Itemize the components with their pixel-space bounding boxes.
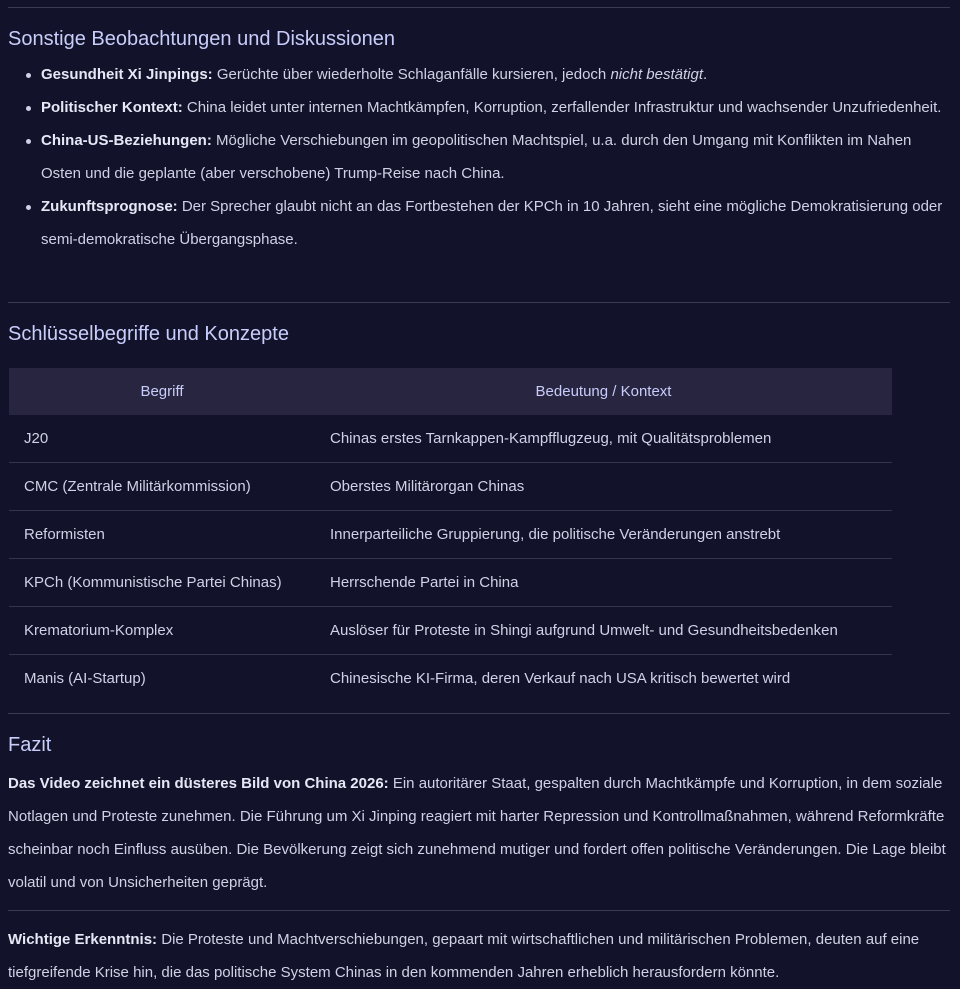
meaning-cell: Innerparteiliche Gruppierung, die politische Veränderungen anstrebt — [315, 511, 892, 559]
column-header-term: Begriff — [9, 368, 315, 415]
meaning-cell: Oberstes Militärorgan Chinas — [315, 463, 892, 511]
list-item — [24, 190, 944, 256]
observations-list — [24, 58, 944, 256]
term-cell: KPCh (Kommunistische Partei Chinas) — [9, 559, 315, 607]
list-item-text: Mögliche Verschiebungen im geopolitischen Machtspiel, u.a. durch den Umgang mit Konflikten im Nahen Osten und die geplante (aber verschobene) Trump-Reise nach China. — [41, 132, 912, 182]
section-heading-conclusion: Fazit — [8, 734, 52, 756]
meaning-cell: Chinas erstes Tarnkappen-Kampfflugzeug, mit Qualitätsproblemen — [315, 415, 892, 463]
section-heading-terms: Schlüsselbegriffe und Konzepte — [8, 323, 289, 345]
term-cell: Reformisten — [9, 511, 315, 559]
table-row — [9, 463, 892, 511]
term-cell: J20 — [9, 415, 315, 463]
list-item-text: Gerüchte über wiederholte Schlaganfälle kursieren, jedoch — [216, 66, 611, 83]
term-cell: Krematorium-Komplex — [9, 607, 315, 655]
list-item-tail: . — [703, 66, 708, 83]
list-item-text: China leidet unter internen Machtkämpfen, Korruption, zerfallender Infrastruktur und wachsender Unzufriedenheit. — [186, 99, 942, 116]
meaning-cell: Herrschende Partei in China — [315, 559, 892, 607]
list-item-label: Politischer Kontext: — [41, 99, 183, 116]
list-item — [24, 91, 944, 124]
list-item — [24, 124, 944, 190]
table-row — [9, 607, 892, 655]
divider — [8, 302, 950, 303]
list-item — [24, 58, 944, 91]
divider — [8, 7, 950, 8]
list-item-text: Der Sprecher glaubt nicht an das Fortbestehen der KPCh in 10 Jahren, sieht eine mögliche Demokratisierung oder semi-demokratische Übergangsphase. — [41, 198, 943, 248]
term-cell: Manis (AI-Startup) — [24, 670, 146, 687]
column-header-meaning: Bedeutung / Kontext — [315, 368, 892, 415]
list-item-label: Zukunftsprognose: — [41, 198, 178, 215]
list-item-label: China-US-Beziehungen: — [41, 132, 212, 149]
conclusion-lead: Das Video zeichnet ein düsteres Bild von China 2026: — [8, 775, 389, 792]
key-insight-text: Die Proteste und Machtverschiebungen, gepaart mit wirtschaftlichen und militärischen Problemen, deuten auf eine tiefgreifende Krise hin, die das politische System Chinas in den kommenden Jahren erheblich herausfordern könnte. — [8, 931, 920, 981]
table-row — [9, 415, 892, 463]
terms-table — [9, 368, 892, 702]
key-insight-paragraph — [8, 923, 950, 989]
term-cell: CMC (Zentrale Militärkommission) — [9, 463, 315, 511]
table-header-row — [9, 368, 892, 415]
meaning-cell: Auslöser für Proteste in Shingi aufgrund Umwelt- und Gesundheitsbedenken — [315, 607, 892, 655]
table-row — [9, 559, 892, 607]
table-row — [9, 511, 892, 559]
divider — [8, 910, 950, 911]
list-item-label: Gesundheit Xi Jinpings: — [41, 66, 213, 83]
meaning-cell: Chinesische KI-Firma, deren Verkauf nach USA kritisch bewertet wird — [330, 670, 791, 687]
conclusion-text: Ein autoritärer Staat, gespalten durch Machtkämpfe und Korruption, in dem soziale Notlagen und Proteste zunehmen. Die Führung um Xi Jinping reagiert mit harter Repression und Kontrollmaßnahmen, während Reformkräfte scheinbar noch Einfluss ausüben. Die Bevölkerung zeigt sich zunehmend mutiger und fordert offen politische Veränderungen. Die Lage bleibt volatil und von Unsicherheiten geprägt. — [8, 775, 946, 891]
conclusion-paragraph — [8, 767, 950, 899]
list-item-emphasis: nicht bestätigt — [610, 66, 703, 83]
divider — [8, 713, 950, 714]
section-heading-observations: Sonstige Beobachtungen und Diskussionen — [8, 28, 395, 50]
table-row — [9, 655, 892, 703]
key-insight-label: Wichtige Erkenntnis: — [8, 931, 158, 948]
